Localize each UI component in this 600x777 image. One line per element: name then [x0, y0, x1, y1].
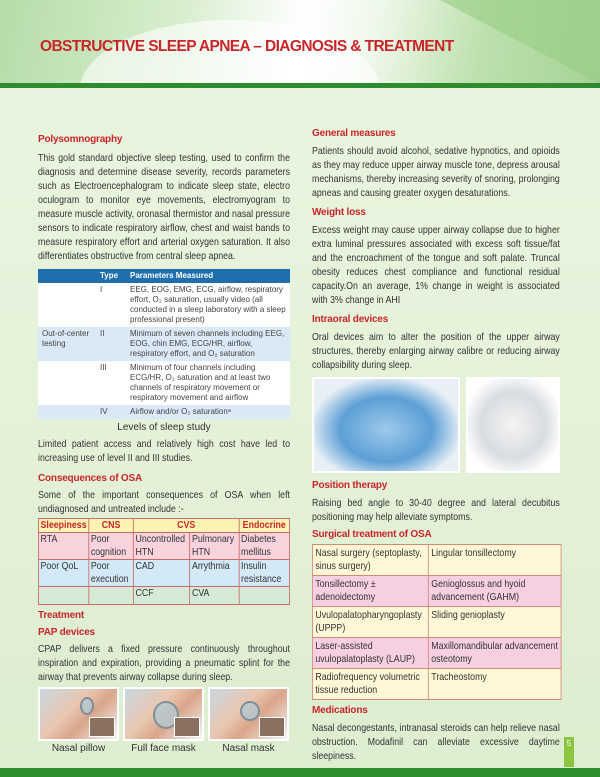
full-face-mask-photo	[123, 687, 204, 741]
left-column	[38, 134, 290, 755]
general-measures-text: Patients should avoid alcohol, sedative hypnotics, and opioids as they may reduce upper airway muscle tone, depress arousal mechanisms, thereby increasing severity of snoring, prolonging apneas and causing greater oxygen desaturations.	[312, 145, 560, 199]
nasal-pillow-photo	[38, 687, 119, 741]
table-row: Tonsillectomy ± adenoidectomy Genioglossus and hyoid advancement (GAHM)	[312, 576, 561, 607]
caption-nasal-pillow: Nasal pillow	[51, 743, 106, 754]
weight-loss-text: Excess weight may cause upper airway collapse due to higher extra luminal pressures associated with excess soft tissue/fat and the encroachment of the tongue and soft palate. Truncal obesity reduces chest compliance and functional residual capacity.On an average, 1% change in weight is associated with 3% change in AHI	[312, 224, 560, 306]
caption-nasal-mask: Nasal mask	[222, 743, 275, 754]
mask-photos	[38, 687, 289, 741]
position-therapy-heading: Position therapy	[312, 480, 388, 491]
header-divider	[0, 83, 600, 88]
polysomnography-heading: Polysomnography	[38, 134, 123, 145]
surgical-heading: Surgical treatment of OSA	[312, 529, 432, 540]
col-type: Type	[100, 271, 119, 280]
oral-device-photos	[312, 377, 560, 473]
consequences-heading: Consequences of OSA	[38, 473, 142, 484]
footer-band	[0, 768, 600, 777]
table-row: Poor QoL Poor execution CAD Arrythmia Insulin resistance	[38, 560, 289, 587]
intraoral-heading: Intraoral devices	[312, 314, 389, 325]
sleep-table-caption: Levels of sleep study	[117, 422, 211, 433]
limited-text: Limited patient access and relatively high cost have led to increasing use of level II and III studies.	[38, 438, 290, 464]
page-number: 5	[564, 737, 574, 767]
table-row: III Minimum of four channels including ECG/HR, O₂ saturation and at least two channels of respiratory movement or respiratory movement and airflow	[100, 363, 271, 402]
pap-text: CPAP delivers a fixed pressure continuously throughout inspiration and expiration, providing a pneumatic splint for the airway that prevents airway collapse during sleep.	[38, 643, 290, 683]
pap-heading: PAP devices	[38, 627, 95, 638]
table-row: Nasal surgery (septoplasty, sinus surgery) Lingular tonsillectomy	[312, 545, 561, 576]
sleep-study-table	[38, 269, 290, 419]
table-row: IV Airflow and/or O₂ saturationᵃ	[38, 405, 290, 419]
treatment-heading: Treatment	[38, 610, 84, 621]
dental-splint-photo	[466, 377, 560, 473]
oral-appliance-photo	[312, 377, 460, 473]
weight-loss-heading: Weight loss	[312, 207, 366, 218]
table-row: I EEG, EOG, EMG, ECG, airflow, respiratory effort, O₂ saturation, usually video (all conducted in a sleep laboratory with a sleep professional present)	[100, 285, 286, 324]
general-measures-heading: General measures	[312, 128, 396, 139]
table-row: Out-of-center testing II Minimum of seven channels including EEG, EOG, chin EMG, ECG/HR, airflow, respiratory effort, and O₂ saturation	[38, 327, 290, 361]
table-row: Radiofrequency volumetric tissue reduction Tracheostomy	[312, 669, 561, 700]
medications-text: Nasal decongestants, intranasal steroids can help relieve nasal obstruction. Modafinil can alleviate excessive daytime sleepiness.	[312, 722, 560, 762]
position-therapy-text: Raising bed angle to 30-40 degree and lateral decubitus positioning may help alleviate symptoms.	[312, 497, 560, 523]
medications-heading: Medications	[312, 705, 368, 716]
caption-full-face-mask: Full face mask	[131, 743, 196, 754]
polysomnography-text: This gold standard objective sleep testing, used to confirm the diagnosis and determine disease severity, records parameters such as Electroencephalogram to indicate sleep state, electro oculogram to monitor eye movements, electromyogram to measure muscle activity, oronasal thermistor and nasal pressure sensors to indicate respiratory airflow, chest and waist bands to measure respiratory effort and arterial oxygen saturation. It also differentiates obstructive from central sleep apnea.	[38, 152, 290, 262]
consequences-text: Some of the important consequences of OSA when left undiagnosed and untreated include :-	[38, 489, 290, 515]
intraoral-text: Oral devices aim to alter the position of the upper airway structures, thereby enlarging airway calibre or reducing airway collapsibility during sleep.	[312, 331, 560, 371]
consequences-table: Sleepiness CNS CVS Endocrine RTA Poor cognition Uncontrolled HTN Pulmonary HTN Diabetes mellitus Poor QoL Poor execution CAD Arrythmia Insulin resistance CCF CVA	[38, 518, 290, 605]
table-row: Laser-assisted uvulopalatoplasty (LAUP) Maxillomandibular advancement osteotomy	[312, 638, 561, 669]
table-row: RTA Poor cognition Uncontrolled HTN Pulmonary HTN Diabetes mellitus	[38, 533, 289, 560]
surgical-table	[312, 544, 561, 700]
col-parameters: Parameters Measured	[130, 271, 214, 280]
table-row: Uvulopalatopharyngoplasty (UPPP) Sliding genioplasty	[312, 607, 561, 638]
table-row: CCF CVA	[38, 587, 289, 605]
page-title: OBSTRUCTIVE SLEEP APNEA – DIAGNOSIS & TREATMENT	[40, 38, 454, 55]
nasal-mask-photo	[208, 687, 289, 741]
right-column	[312, 128, 560, 763]
